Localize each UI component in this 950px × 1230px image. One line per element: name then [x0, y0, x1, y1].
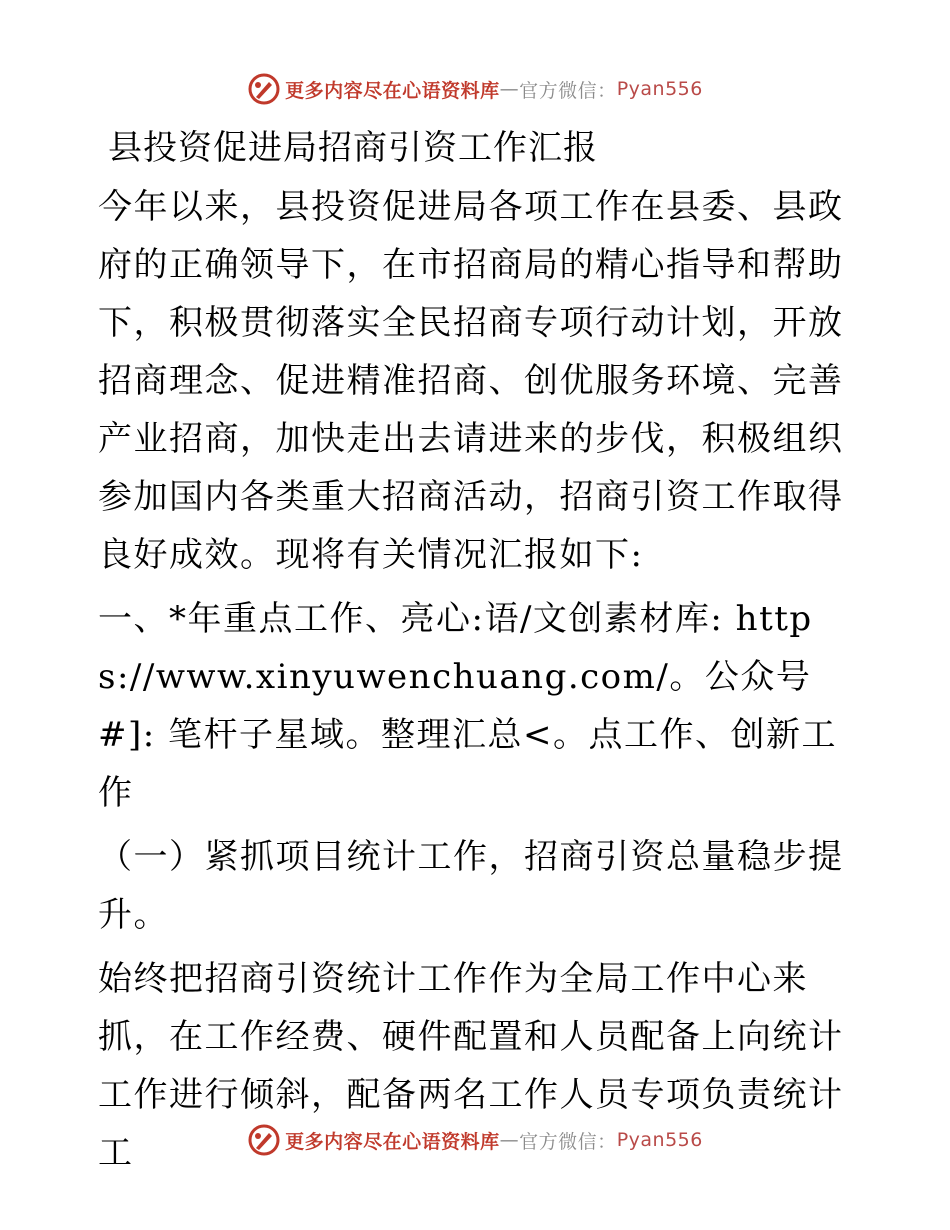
paragraph-statistics: 始终把招商引资统计工作作为全局工作中心来抓，在工作经费、硬件配置和人员配备上向统计工作进行倾斜，配备两名工作人员专项负责统计工 [98, 959, 844, 1173]
banner-main-text: 更多内容尽在心语资料库 [285, 79, 500, 102]
paragraph-section-one: 一、*年重点工作、亮心:语/文创素材库: https://www.xinyuwenchuang.com/。公众号#]: 笔杆子星域。整理汇总<。点工作、创新工作 [98, 599, 838, 813]
pen-logo-icon [247, 1123, 281, 1157]
banner-handle: Pyan556 [616, 1129, 703, 1151]
banner-sub-text: 官方微信： [519, 79, 617, 102]
banner-handle: Pyan556 [616, 78, 703, 100]
banner-main-text: 更多内容尽在心语资料库 [285, 1130, 500, 1153]
banner-sub-text: 官方微信： [519, 1130, 617, 1153]
paragraph-intro: 今年以来，县投资促进局各项工作在县委、县政府的正确领导下，在市招商局的精心指导和帮助下，积极贯彻落实全民招商专项行动计划，开放招商理念、促进精准招商、创优服务环境、完善产业招商，加快走出去请进来的步伐，积极组织参加国内各类重大招商活动，招商引资工作取得良好成效。现将有关情况汇报如下: [98, 187, 844, 575]
document-body [98, 120, 858, 1188]
pen-logo-icon [247, 72, 281, 106]
header-watermark [0, 72, 950, 106]
banner-separator: — [499, 78, 520, 100]
banner-separator: — [499, 1129, 520, 1151]
paragraph-subsection: （一）紧抓项目统计工作，招商引资总量稳步提升。 [98, 837, 844, 935]
footer-watermark [0, 1123, 950, 1157]
document-title: 县投资促进局招商引资工作汇报 [108, 128, 598, 168]
